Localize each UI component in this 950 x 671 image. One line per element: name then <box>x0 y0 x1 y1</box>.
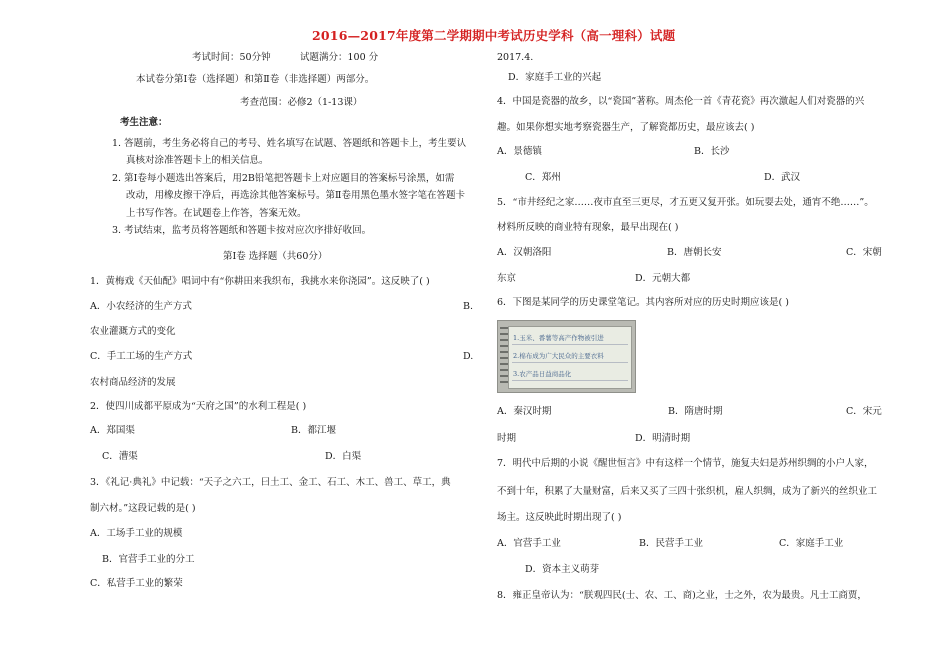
section-title: 第Ⅰ卷 选择题（共60分） <box>223 251 328 262</box>
q3-option-c: C．私营手工业的繁荣 <box>90 578 183 589</box>
q7-option-b: B．民营手工业 <box>639 538 703 549</box>
q3-option-d: D．家庭手工业的兴起 <box>508 72 602 83</box>
paper-intro: 本试卷分第Ⅰ卷（选择题）和第Ⅱ卷（非选择题）两部分。 <box>136 74 375 85</box>
q6-option-d: D．明清时期 <box>635 433 691 444</box>
notice-line: 2. 第Ⅰ卷每小题选出答案后，用2B铅笔把答题卡上对应题目的答案标号涂黑，如需 <box>112 173 455 184</box>
q1-option-b-letter: B. <box>463 301 474 312</box>
question-7-stem-cont: 不到十年，积累了大量财富，后来又买了三四十张织机，雇人织绸，成为了新兴的丝织业工 <box>497 486 878 497</box>
q1-option-d-letter: D. <box>463 351 474 362</box>
exam-time: 考试时间：50分钟 <box>192 52 271 63</box>
q6-option-b: B．隋唐时期 <box>668 406 723 417</box>
class-notes-image <box>497 320 636 393</box>
q6-option-c-text: 时期 <box>497 433 517 444</box>
notice-line: 真核对涂准答题卡上的相关信息。 <box>126 155 269 166</box>
q5-option-b: B．唐朝长安 <box>667 247 722 258</box>
q2-option-c: C．漕渠 <box>102 451 138 462</box>
q1-option-c: C．手工工场的生产方式 <box>90 351 193 362</box>
question-5-stem: 5．“市井经纪之家……夜市直至三更尽，才五更又复开张。如玩耍去处，通宵不绝……”。 <box>497 197 874 208</box>
note-line: 3.农产品日益商品化 <box>513 370 572 378</box>
q2-option-a: A．郑国渠 <box>90 425 135 436</box>
q1-option-b-text: 农业灌溉方式的变化 <box>90 326 176 337</box>
q1-option-a: A．小农经济的生产方式 <box>90 301 192 312</box>
q6-option-c-letter: C．宋元 <box>846 406 882 417</box>
question-7-stem-cont: 场主。这反映此时期出现了( ) <box>497 512 622 523</box>
notebook-binding <box>500 327 508 387</box>
q4-option-b: B．长沙 <box>694 146 730 157</box>
notice-heading: 考生注意： <box>120 117 168 128</box>
q2-option-d: D．白渠 <box>325 451 362 462</box>
notice-line: 改动，用橡皮擦干净后，再选涂其他答案标号。第Ⅱ卷用黑色墨水签字笔在答题卡 <box>126 190 465 201</box>
q3-option-b: B．官营手工业的分工 <box>102 554 195 565</box>
q1-option-d-text: 农村商品经济的发展 <box>90 377 176 388</box>
exam-score: 试题满分：100 分 <box>300 52 379 63</box>
q7-option-c: C．家庭手工业 <box>779 538 844 549</box>
notice-line: 上书写作答。在试题卷上作答，答案无效。 <box>126 208 307 219</box>
note-rule <box>512 362 628 363</box>
q3-option-a: A．工场手工业的规模 <box>90 528 183 539</box>
exam-scope: 考查范围：必修2（1-13课） <box>240 97 363 108</box>
question-5-stem-cont: 材料所反映的商业特有现象，最早出现在( ) <box>497 222 679 233</box>
note-line: 2.棉布成为广大民众的主要衣料 <box>513 352 604 360</box>
q5-option-c-letter: C．宋朝 <box>846 247 882 258</box>
question-3-stem-cont: 制六材。”这段记载的是( ) <box>90 503 196 514</box>
q4-option-c: C．郑州 <box>525 172 561 183</box>
note-line: 1.玉米、番薯等高产作物被引进 <box>513 334 604 342</box>
note-rule <box>512 344 628 345</box>
q2-option-b: B．都江堰 <box>291 425 336 436</box>
notice-line: 1. 答题前，考生务必将自己的考号、姓名填写在试题、答题纸和答题卡上，考生要认 <box>112 138 467 149</box>
question-3-stem: 3．《礼记·典礼》中记载：“天子之六工，曰土工、金工、石工、木工、兽工、草工，典 <box>90 477 451 488</box>
question-8-stem: 8．雍正皇帝认为：“朕观四民(士、农、工、商)之业，士之外，农为最贵。凡士工商贾， <box>497 590 867 601</box>
q5-option-a: A．汉朝洛阳 <box>497 247 552 258</box>
question-6-stem: 6．下图是某同学的历史课堂笔记。其内容所对应的历史时期应该是( ) <box>497 297 789 308</box>
question-4-stem-cont: 趣。如果你想实地考察瓷器生产，了解瓷都历史，最应该去( ) <box>497 122 755 133</box>
q5-option-c-text: 东京 <box>497 273 517 284</box>
question-7-stem: 7．明代中后期的小说《醒世恒言》中有这样一个情节，施复夫妇是苏州织绸的小户人家， <box>497 458 874 469</box>
notebook-page <box>508 326 632 389</box>
q6-option-a: A．秦汉时期 <box>497 406 552 417</box>
question-4-stem: 4．中国是瓷器的故乡，以“瓷国”著称。周杰伦一首《青花瓷》再次激起人们对瓷器的兴 <box>497 96 865 107</box>
note-rule <box>512 380 628 381</box>
question-1-stem: 1．黄梅戏《天仙配》唱词中有“你耕田来我织布，我挑水来你浇园”。这反映了( ) <box>90 276 430 287</box>
q4-option-d: D．武汉 <box>764 172 801 183</box>
q7-option-a: A．官营手工业 <box>497 538 561 549</box>
notice-line: 3. 考试结束，监考员将答题纸和答题卡按对应次序排好收回。 <box>112 225 372 236</box>
exam-date: 2017.4. <box>497 52 534 63</box>
page-title: 2016—2017年度第二学期期中考试历史学科（高一理科）试题 <box>312 28 676 43</box>
question-2-stem: 2．使四川成都平原成为“天府之国”的水利工程是( ) <box>90 401 307 412</box>
q5-option-d: D．元朝大都 <box>635 273 691 284</box>
q4-option-a: A．景德镇 <box>497 146 542 157</box>
q7-option-d: D．资本主义萌芽 <box>525 564 600 575</box>
